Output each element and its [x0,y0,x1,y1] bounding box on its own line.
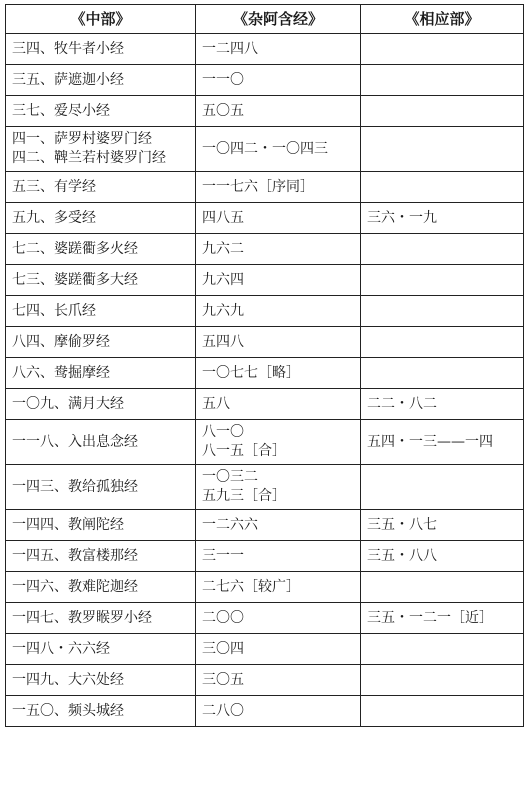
table-row [6,665,524,696]
cell-majjhima: 一四三、教给孤独经 [6,465,196,510]
cell-samyukta-agama: 二〇〇 [196,603,361,634]
table-header [6,5,524,34]
cell-samyukta-agama: 一〇四二・一〇四三 [196,127,361,172]
cell-samyukta-agama: 九六四 [196,265,361,296]
cell-majjhima: 一四四、教阐陀经 [6,510,196,541]
table-row [6,234,524,265]
table-row [6,420,524,465]
cell-majjhima: 一四八・六六经 [6,634,196,665]
header-samyutta: 《相应部》 [361,5,524,34]
cell-samyutta [361,465,524,510]
cell-samyukta-agama: 一一〇 [196,65,361,96]
cell-samyutta: 三五・八八 [361,541,524,572]
cell-majjhima: 一〇九、满月大经 [6,389,196,420]
cell-samyutta [361,234,524,265]
table-row [6,96,524,127]
cell-majjhima: 三七、爱尽小经 [6,96,196,127]
cell-samyukta-agama: 五八 [196,389,361,420]
header-row [6,5,524,34]
cell-samyutta: 三六・一九 [361,203,524,234]
cell-majjhima: 一四六、教难陀迦经 [6,572,196,603]
cell-samyutta [361,358,524,389]
cell-samyutta [361,96,524,127]
cell-majjhima: 一一八、入出息念经 [6,420,196,465]
cell-samyukta-agama: 一〇七七［略］ [196,358,361,389]
cell-samyukta-agama: 二八〇 [196,696,361,727]
table-row [6,389,524,420]
cell-samyukta-agama: 三〇四 [196,634,361,665]
cell-samyutta [361,296,524,327]
cell-samyutta [361,127,524,172]
cell-samyukta-agama: 八一〇 八一五［合］ [196,420,361,465]
cell-samyukta-agama: 五四八 [196,327,361,358]
cell-samyutta [361,172,524,203]
cell-samyutta [361,696,524,727]
cell-samyukta-agama: 三一一 [196,541,361,572]
cell-majjhima: 一四七、教罗睺罗小经 [6,603,196,634]
cell-majjhima: 八六、鸯掘摩经 [6,358,196,389]
table-row [6,603,524,634]
cell-majjhima: 五三、有学经 [6,172,196,203]
cell-majjhima: 四一、萨罗村婆罗门经 四二、鞞兰若村婆罗门经 [6,127,196,172]
table-row [6,541,524,572]
cell-samyukta-agama: 四八五 [196,203,361,234]
cell-majjhima: 一四五、教富楼那经 [6,541,196,572]
table-row [6,34,524,65]
table-row [6,634,524,665]
cell-samyutta: 二二・八二 [361,389,524,420]
table-row [6,510,524,541]
cell-samyutta [361,34,524,65]
table-row [6,127,524,172]
table-row [6,358,524,389]
cell-majjhima: 八四、摩偷罗经 [6,327,196,358]
cell-samyutta [361,634,524,665]
cell-majjhima: 一四九、大六处经 [6,665,196,696]
header-samyukta-agama: 《杂阿含经》 [196,5,361,34]
cell-samyukta-agama: 一〇三二 五九三［合］ [196,465,361,510]
cell-samyukta-agama: 一二四八 [196,34,361,65]
table-row [6,327,524,358]
table-row [6,203,524,234]
table-row [6,696,524,727]
cell-samyukta-agama: 九六二 [196,234,361,265]
cell-samyukta-agama: 二七六［较广］ [196,572,361,603]
cell-majjhima: 七二、婆蹉衢多火经 [6,234,196,265]
cell-majjhima: 五九、多受经 [6,203,196,234]
cell-samyukta-agama: 九六九 [196,296,361,327]
table-row [6,65,524,96]
table-row [6,172,524,203]
table-row [6,572,524,603]
cell-majjhima: 三四、牧牛者小经 [6,34,196,65]
header-majjhima: 《中部》 [6,5,196,34]
cell-samyutta: 三五・一二一［近］ [361,603,524,634]
table-row [6,465,524,510]
cell-samyutta [361,327,524,358]
cell-majjhima: 三五、萨遮迦小经 [6,65,196,96]
cell-samyukta-agama: 一二六六 [196,510,361,541]
cell-samyutta: 三五・八七 [361,510,524,541]
cell-majjhima: 七三、婆蹉衢多大经 [6,265,196,296]
table-body [6,34,524,727]
cell-samyutta [361,65,524,96]
sutta-correspondence-table [5,4,524,727]
cell-samyukta-agama: 三〇五 [196,665,361,696]
table-row [6,296,524,327]
cell-samyutta [361,572,524,603]
table-row [6,265,524,296]
cell-samyukta-agama: 五〇五 [196,96,361,127]
cell-majjhima: 一五〇、频头城经 [6,696,196,727]
cell-samyutta [361,665,524,696]
cell-samyutta [361,265,524,296]
cell-samyutta: 五四・一三——一四 [361,420,524,465]
cell-samyukta-agama: 一一七六［序同］ [196,172,361,203]
cell-majjhima: 七四、长爪经 [6,296,196,327]
